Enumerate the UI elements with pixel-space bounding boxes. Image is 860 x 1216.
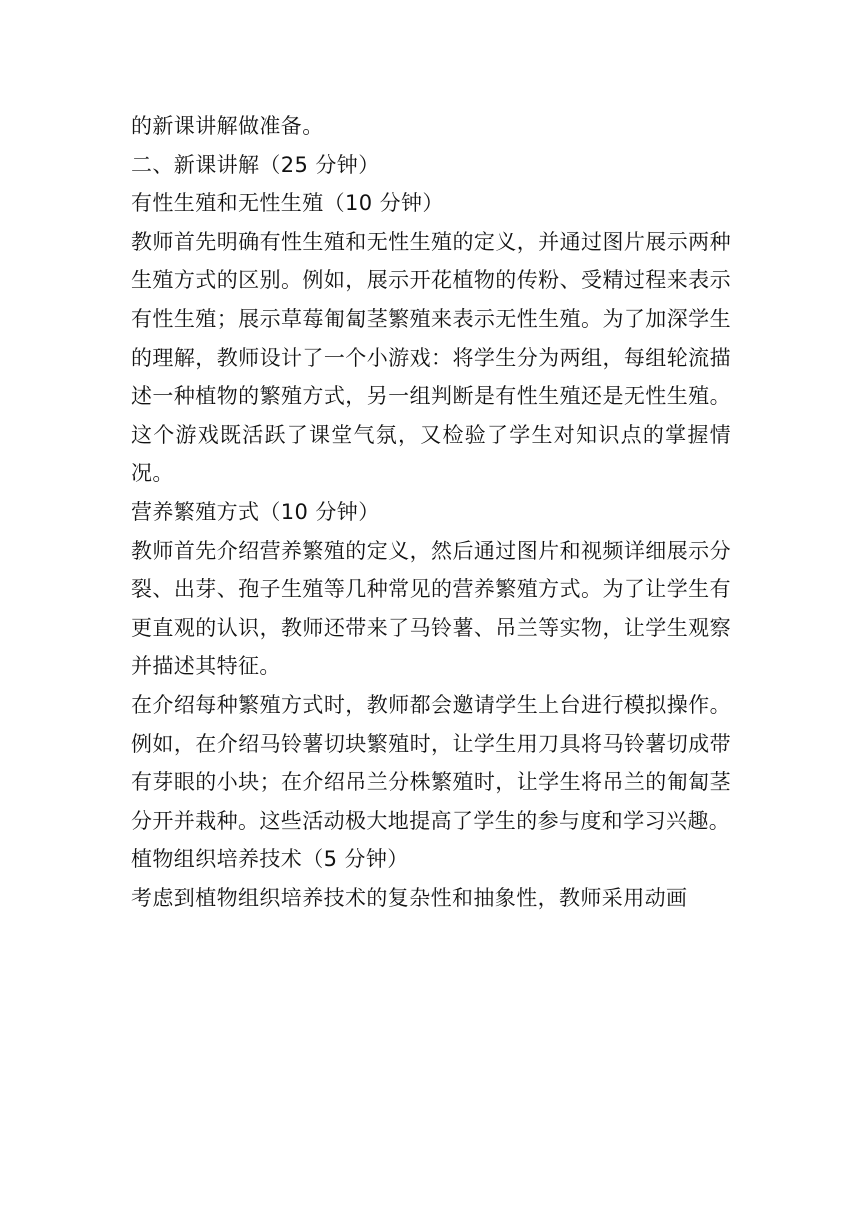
subsection-heading: 有性生殖和无性生殖（10 分钟） [131, 191, 444, 216]
body-paragraph: 教师首先介绍营养繁殖的定义，然后通过图片和视频详细展示分裂、出芽、孢子生殖等几种常见的营养繁殖方式。为了让学生有更直观的认识，教师还带来了马铃薯、吊兰等实物，让学生观察并描述其特征。 [131, 538, 731, 679]
body-paragraph: 在介绍每种繁殖方式时，教师都会邀请学生上台进行模拟操作。例如，在介绍马铃薯切块繁殖时，让学生用刀具将马铃薯切成带有芽眼的小块；在介绍吊兰分株繁殖时，让学生将吊兰的匍匐茎分开并栽种。这些活动极大地提高了学生的参与度和学习兴趣。 [131, 692, 731, 833]
body-paragraph: 教师首先明确有性生殖和无性生殖的定义，并通过图片展示两种生殖方式的区别。例如，展示开花植物的传粉、受精过程来表示有性生殖；展示草莓匍匐茎繁殖来表示无性生殖。为了加深学生的理解，教师设计了一个小游戏：将学生分为两组，每组轮流描述一种植物的繁殖方式，另一组判断是有性生殖还是无性生殖。这个游戏既活跃了课堂气氛，又检验了学生对知识点的掌握情况。 [131, 229, 731, 486]
document-body [131, 107, 731, 917]
subsection-heading: 植物组织培养技术（5 分钟） [131, 847, 409, 872]
body-paragraph: 考虑到植物组织培养技术的复杂性和抽象性，教师采用动画 [131, 885, 688, 910]
paragraph-continuation: 的新课讲解做准备。 [131, 114, 324, 138]
section-heading: 二、新课讲解（25 分钟） [131, 152, 380, 177]
subsection-heading: 营养繁殖方式（10 分钟） [131, 499, 380, 524]
